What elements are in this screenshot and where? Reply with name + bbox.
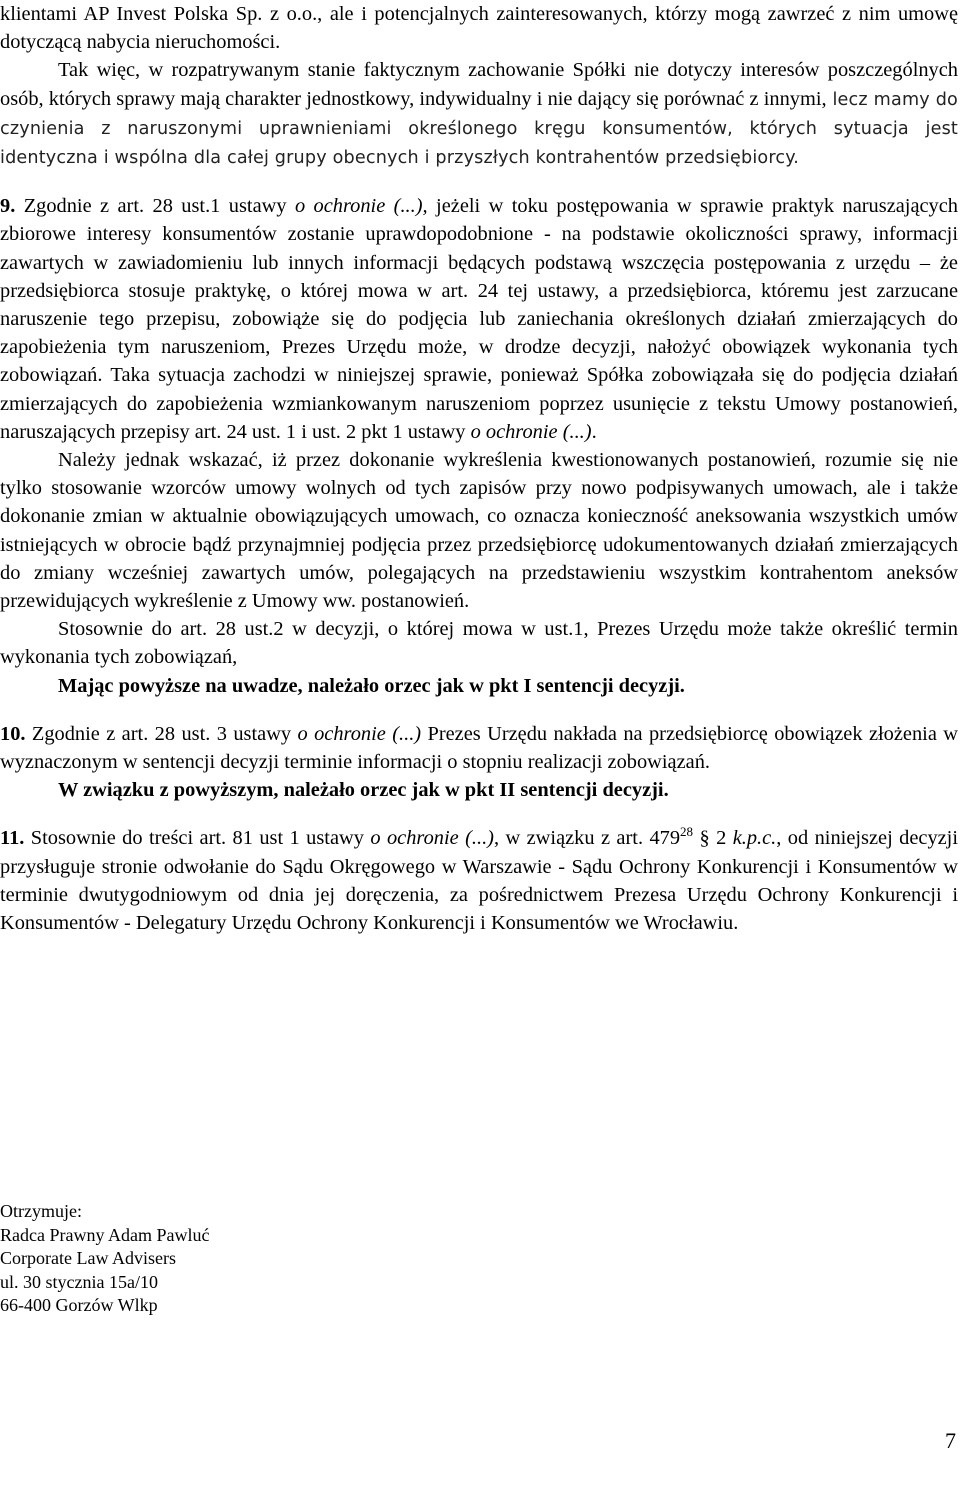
section-11-italic-1: o ochronie (...) bbox=[370, 827, 494, 850]
section-9-italic-2: o ochronie (...) bbox=[470, 420, 592, 443]
conclusion-point-2: W związku z powyższym, należało orzec jak w pkt II sentencji decyzji. bbox=[58, 779, 669, 802]
section-9-italic-1: o ochronie (...), bbox=[294, 195, 428, 218]
page-number: 7 bbox=[945, 1428, 956, 1453]
paragraph-consumer-interest bbox=[0, 56, 958, 172]
section-9-text-2: jeżeli w toku postępowania w sprawie praktyk naruszających zbiorowe interesy konsumentów zostanie uprawdopodobnione - na podstawie okoliczności sprawy, informacji zawartych w zawiadomieniu lub innych informacji będących podstawą wszczęcia postępowania z urzędu – że przedsiębiorca stosuje praktykę, o której mowa w art. 24 tej ustawy, a przedsiębiorca, któremu jest zarzucane naruszenie tego przepisu, zobowiąże się do podjęcia lub zaniechania określonych działań zmierzających do zapobieżenia tym naruszeniom, Prezes Urzędu może, w drodze decyzji, nałożyć obowiązek wykonania tych zobowiązań. Taka sytuacja zachodzi w niniejszej sprawie, ponieważ Spółka zobowiązała się do podjęcia działań zmierzających do zapobieżenia wzmiankowanym naruszeniom poprzez usunięcie z tekstu Umowy postanowień, naruszających przepisy art. 24 ust. 1 i ust. 2 pkt 1 ustawy bbox=[0, 195, 958, 443]
section-9 bbox=[0, 192, 958, 446]
recipients-block bbox=[0, 1200, 209, 1318]
section-10-number: 10. bbox=[0, 722, 26, 745]
recipient-line: 66-400 Gorzów Wlkp bbox=[0, 1295, 158, 1315]
section-11-text-4: , od niniejszej decyzji przysługuje stronie odwołanie do Sądu Okręgowego w Warszawie - Sądu Ochrony Konkurencji i Konsumentów w terminie dwutygodniowym od dnia jej doręczenia, za pośrednictwem Prezesa Urzędu Ochrony Konkurencji i Konsumentów - Delegatury Urzędu Ochrony Konkurencji i Konsumentów we Wrocławiu. bbox=[0, 827, 959, 935]
section-11-text-1: Stosownie do treści art. 81 ust 1 ustawy bbox=[24, 827, 371, 850]
section-10-text-1: Zgodnie z art. 28 ust. 3 ustawy bbox=[25, 722, 298, 745]
recipient-line: Corporate Law Advisers bbox=[0, 1248, 176, 1268]
section-11-number: 11. bbox=[0, 827, 25, 850]
section-10-text-2: Prezes Urzędu nakłada na przedsiębiorcę obowiązek złożenia w wyznaczonym w sentencji decyzji terminie informacji o stopniu realizacji zobowiązań. bbox=[0, 722, 958, 774]
section-9-text-3: . bbox=[591, 420, 597, 443]
paragraph-consumer-interest-part1: Tak więc, w rozpatrywanym stanie faktycznym zachowanie Spółki nie dotyczy interesów poszczególnych osób, których sprawy mają charakter jednostkowy, indywidualny i nie dający się porównać z innymi, bbox=[0, 59, 958, 110]
recipients-heading: Otrzymuje: bbox=[0, 1201, 82, 1221]
paragraph-annex-note: Należy jednak wskazać, iż przez dokonanie wykreślenia kwestionowanych postanowień, rozumie się nie tylko stosowanie wzorców umowy wolnych od tych zapisów przy nowo podpisywanych umowach, ale i także dokonanie zmian w aktualnie obowiązujących umowach, co oznacza konieczność aneksowania wszystkich umów istniejących w obrocie bądź przynajmniej podjęcia przez przedsiębiorcę udokumentowanych działań zmierzających do zmiany wcześniej zawartych umów, polegających na przedstawieniu wszystkim kontrahentom aneksów przewidujących wykreślenie z Umowy ww. postanowień. bbox=[0, 449, 958, 613]
section-9-text-1: Zgodnie z art. 28 ust.1 ustawy bbox=[15, 195, 295, 218]
paragraph-continuation: klientami AP Invest Polska Sp. z o.o., ale i potencjalnych zainteresowanych, którzy mogą zawrzeć z nim umowę dotyczącą nabycia nieruchomości. bbox=[0, 3, 958, 54]
section-11-text-3: § 2 bbox=[693, 827, 733, 850]
paragraph-deadline: Stosownie do art. 28 ust.2 w decyzji, o której mowa w ust.1, Prezes Urzędu może także określić termin wykonania tych zobowiązań, bbox=[0, 618, 958, 669]
recipient-line: Radca Prawny Adam Pawluć bbox=[0, 1224, 210, 1245]
section-11-superscript: 28 bbox=[680, 824, 694, 840]
paragraph-consumer-interest-part2: lecz mamy do czynienia z naruszonymi uprawnieniami określonego kręgu konsumentów, których sytuacja jest identyczna i wspólna dla całej grupy obecnych i przyszłych kontrahentów przedsiębiorcy. bbox=[0, 89, 958, 169]
section-11 bbox=[0, 824, 958, 937]
section-11-text-2: , w związku z art. 479 bbox=[493, 827, 681, 850]
section-9-number: 9. bbox=[0, 195, 16, 218]
section-11-italic-2: k.p.c. bbox=[732, 827, 777, 850]
section-10-italic-1: o ochronie (...) bbox=[297, 722, 422, 745]
recipient-line: ul. 30 stycznia 15a/10 bbox=[0, 1271, 158, 1292]
conclusion-point-1: Mając powyższe na uwadze, należało orzec jak w pkt I sentencji decyzji. bbox=[58, 674, 685, 697]
section-10 bbox=[0, 720, 958, 776]
